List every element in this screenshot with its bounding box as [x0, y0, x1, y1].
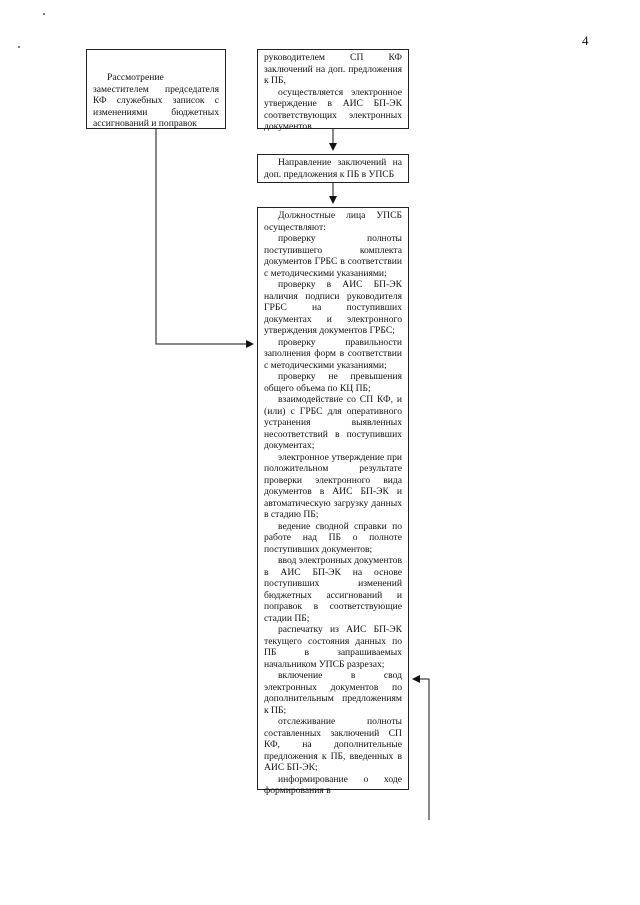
- box-paragraph: осуществляется электронное утверждение в АИС БП-ЭК соответствующих электронных документов: [264, 86, 402, 132]
- duty-paragraph: распечатку из АИС БП-ЭК текущего состояния данных по ПБ в запрашиваемых начальником УПСБ разрезах;: [264, 624, 402, 670]
- duty-paragraph: электронное утверждение при положительном результате проверки электронного вида документов в АИС БП-ЭК и автоматическую загрузку данных в стадию ПБ;: [264, 451, 402, 520]
- box-review-memos: [86, 49, 226, 129]
- duty-paragraph: проверку правильности заполнения форм в соответствии с методическими указаниями;: [264, 336, 402, 371]
- duty-paragraph: отслеживание полноты составленных заключений СП КФ, на дополнительные предложения к ПБ, введенных в АИС БП-ЭК;: [264, 716, 402, 773]
- connector-left-to-main: [156, 129, 253, 344]
- box-upsb-duties: [257, 207, 409, 796]
- box-paragraph: Направление заключений на доп. предложения к ПБ в УПСБ: [264, 157, 402, 180]
- duty-paragraph: Должностные лица УПСБ осуществляют:: [264, 210, 402, 233]
- duty-paragraph: проверку в АИС БП-ЭК наличия подписи руководителя ГРБС на поступивших документах и электронного утверждения документов ГРБС;: [264, 279, 402, 336]
- duty-paragraph: ввод электронных документов в АИС БП-ЭК на основе поступивших изменений бюджетных ассигнований и поправок в соответствующие стадии ПБ;: [264, 555, 402, 624]
- duty-paragraph: проверку не превышения общего объема по КЦ ПБ;: [264, 371, 402, 394]
- connector-return-loop: [413, 679, 429, 820]
- box-send-conclusions: [257, 154, 409, 183]
- box-electronic-approval: [257, 49, 409, 132]
- duty-paragraph: включение в свод электронных документов по дополнительным предложениям к ПБ;: [264, 670, 402, 716]
- box-paragraph: руководителем СП КФ заключений на доп. предложения к ПБ,: [264, 52, 402, 86]
- duty-paragraph: взаимодействие со СП КФ, и (или) с ГРБС для оперативного устранения выявленных несоответствий в поступивших документах;: [264, 394, 402, 451]
- page-number: 4: [582, 33, 589, 48]
- box-paragraph: Рассмотрение заместителем председателя КФ служебных записок с изменениями бюджетных ассигнований и поправок: [93, 72, 219, 129]
- duty-paragraph: ведение сводной справки по работе над ПБ о полноте поступивших документов;: [264, 520, 402, 555]
- duty-paragraph: информирование о ходе формирования в: [264, 773, 402, 796]
- duty-paragraph: проверку полноты поступившего комплекта документов ГРБС в соответствии с методическими указаниями;: [264, 233, 402, 279]
